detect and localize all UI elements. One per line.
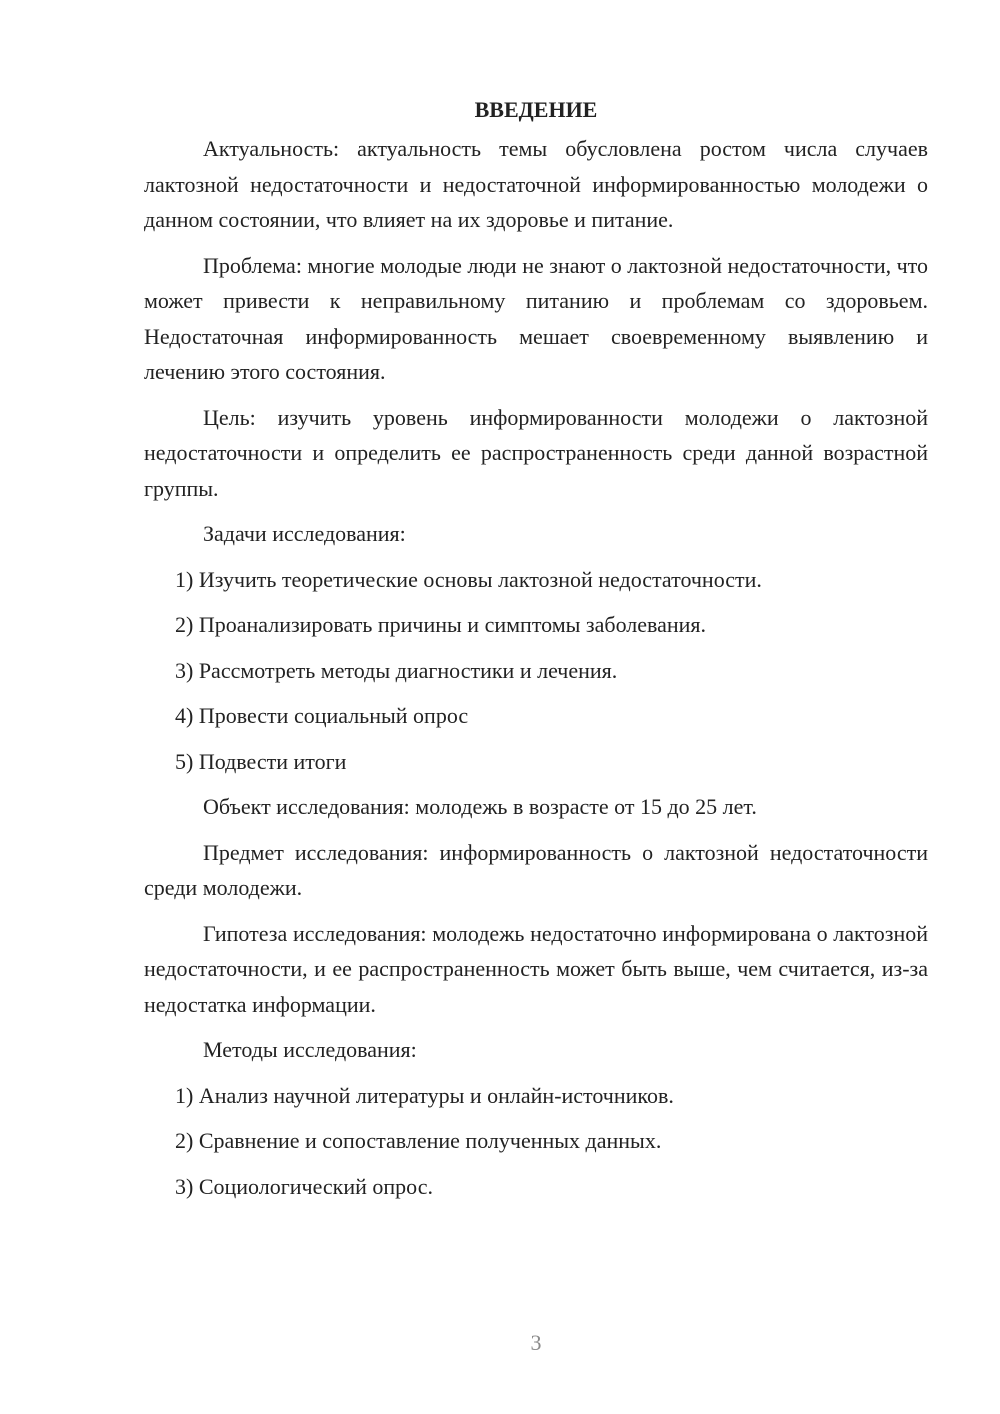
subject-paragraph: Предмет исследования: информированность о лактозной недостаточности среди молодежи. xyxy=(144,839,928,900)
page-number: 3 xyxy=(530,1330,542,1355)
document-page xyxy=(144,92,928,1214)
list-item: 5) Подвести итоги xyxy=(175,748,347,774)
list-item: 3) Рассмотреть методы диагностики и лечения. xyxy=(175,657,618,683)
methods-heading: Методы исследования: xyxy=(203,1037,417,1062)
relevance-paragraph: Актуальность: актуальность темы обусловлена ростом числа случаев лактозной недостаточности и недостаточной информированностью молодежи о данном состоянии, что влияет на их здоровье и питание. xyxy=(144,136,928,232)
methods-list xyxy=(144,1078,928,1205)
list-item: 1) Анализ научной литературы и онлайн-источников. xyxy=(175,1082,674,1108)
problem-paragraph: Проблема: многие молодые люди не знают о лактозной недостаточности, что может привести к неправильному питанию и проблемам со здоровьем. Недостаточная информированность мешает своевременному выявлению и лечению этого состояния. xyxy=(144,252,928,384)
tasks-heading: Задачи исследования: xyxy=(203,521,406,546)
hypothesis-paragraph: Гипотеза исследования: молодежь недостаточно информирована о лактозной недостаточности, и ее распространенность может быть выше, чем считается, из-за недостатка информации. xyxy=(144,920,928,1017)
list-item: 2) Проанализировать причины и симптомы заболевания. xyxy=(175,612,707,637)
object-paragraph: Объект исследования: молодежь в возрасте от 15 до 25 лет. xyxy=(203,794,757,819)
section-title: ВВЕДЕНИЕ xyxy=(474,97,598,122)
list-item: 3) Социологический опрос. xyxy=(175,1173,433,1199)
goal-paragraph: Цель: изучить уровень информированности молодежи о лактозной недостаточности и определить ее распространенность среди данной возрастной группы. xyxy=(144,404,928,501)
list-item: 1) Изучить теоретические основы лактозной недостаточности. xyxy=(175,566,762,592)
list-item: 2) Сравнение и сопоставление полученных данных. xyxy=(175,1128,662,1153)
tasks-list xyxy=(144,562,928,780)
list-item: 4) Провести социальный опрос xyxy=(175,703,469,728)
